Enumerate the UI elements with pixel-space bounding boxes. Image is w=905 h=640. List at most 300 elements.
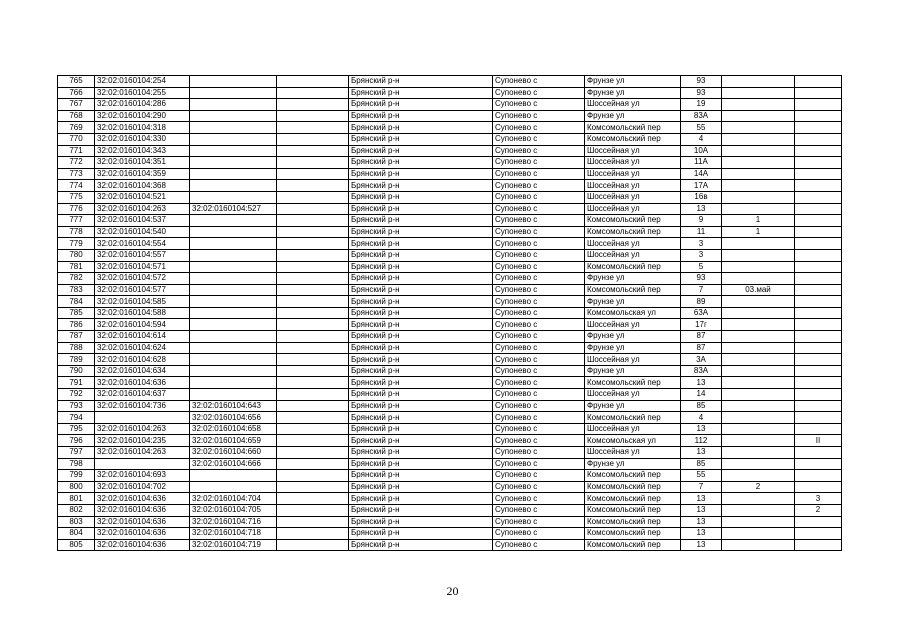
table-row xyxy=(58,307,842,319)
house-number: 13 xyxy=(681,493,722,505)
street: Комсомольский пер xyxy=(585,516,681,528)
building-number: 03.май xyxy=(722,284,795,296)
table-row xyxy=(58,157,842,169)
flat-number xyxy=(795,447,842,459)
district: Брянский р-н xyxy=(349,191,493,203)
flat-number xyxy=(795,400,842,412)
flat-number xyxy=(795,412,842,424)
linked-cadastral-number xyxy=(190,319,277,331)
linked-cadastral-number xyxy=(190,168,277,180)
cadastral-number: 32:02:0160104:537 xyxy=(95,215,190,227)
linked-cadastral-number xyxy=(190,110,277,122)
district: Брянский р-н xyxy=(349,435,493,447)
row-number: 786 xyxy=(58,319,95,331)
settlement: Супонево с xyxy=(493,423,585,435)
row-number: 773 xyxy=(58,168,95,180)
district: Брянский р-н xyxy=(349,307,493,319)
street: Комсомольский пер xyxy=(585,226,681,238)
cadastral-number: 32:02:0160104:594 xyxy=(95,319,190,331)
row-number: 793 xyxy=(58,400,95,412)
table-row xyxy=(58,203,842,215)
linked-cadastral-number xyxy=(190,215,277,227)
settlement: Супонево с xyxy=(493,249,585,261)
blank-cell xyxy=(277,493,349,505)
building-number xyxy=(722,110,795,122)
street: Фрунзе ул xyxy=(585,87,681,99)
cadastral-number: 32:02:0160104:255 xyxy=(95,87,190,99)
blank-cell xyxy=(277,215,349,227)
house-number: 13 xyxy=(681,377,722,389)
blank-cell xyxy=(277,99,349,111)
house-number: 13 xyxy=(681,447,722,459)
building-number xyxy=(722,412,795,424)
blank-cell xyxy=(277,516,349,528)
settlement: Супонево с xyxy=(493,273,585,285)
linked-cadastral-number: 32:02:0160104:659 xyxy=(190,435,277,447)
house-number: 11А xyxy=(681,157,722,169)
table-row xyxy=(58,365,842,377)
settlement: Супонево с xyxy=(493,203,585,215)
flat-number xyxy=(795,238,842,250)
cadastral-number: 32:02:0160104:571 xyxy=(95,261,190,273)
building-number xyxy=(722,296,795,308)
flat-number xyxy=(795,261,842,273)
cadastral-number: 32:02:0160104:572 xyxy=(95,273,190,285)
district: Брянский р-н xyxy=(349,516,493,528)
house-number: 16в xyxy=(681,191,722,203)
flat-number xyxy=(795,157,842,169)
linked-cadastral-number xyxy=(190,377,277,389)
settlement: Супонево с xyxy=(493,493,585,505)
building-number xyxy=(722,99,795,111)
table-row xyxy=(58,180,842,192)
linked-cadastral-number xyxy=(190,354,277,366)
linked-cadastral-number: 32:02:0160104:658 xyxy=(190,423,277,435)
district: Брянский р-н xyxy=(349,412,493,424)
district: Брянский р-н xyxy=(349,528,493,540)
building-number xyxy=(722,504,795,516)
house-number: 4 xyxy=(681,412,722,424)
building-number xyxy=(722,528,795,540)
district: Брянский р-н xyxy=(349,168,493,180)
flat-number xyxy=(795,342,842,354)
street: Шоссейная ул xyxy=(585,99,681,111)
blank-cell xyxy=(277,296,349,308)
row-number: 797 xyxy=(58,447,95,459)
row-number: 792 xyxy=(58,389,95,401)
blank-cell xyxy=(277,539,349,551)
row-number: 804 xyxy=(58,528,95,540)
district: Брянский р-н xyxy=(349,261,493,273)
cadastral-number: 32:02:0160104:286 xyxy=(95,99,190,111)
building-number xyxy=(722,203,795,215)
building-number xyxy=(722,365,795,377)
cadastral-number: 32:02:0160104:521 xyxy=(95,191,190,203)
linked-cadastral-number: 32:02:0160104:716 xyxy=(190,516,277,528)
blank-cell xyxy=(277,157,349,169)
row-number: 798 xyxy=(58,458,95,470)
blank-cell xyxy=(277,191,349,203)
flat-number: II xyxy=(795,435,842,447)
street: Шоссейная ул xyxy=(585,389,681,401)
settlement: Супонево с xyxy=(493,447,585,459)
building-number xyxy=(722,539,795,551)
cadastral-number: 32:02:0160104:577 xyxy=(95,284,190,296)
house-number: 3 xyxy=(681,249,722,261)
settlement: Супонево с xyxy=(493,458,585,470)
street: Шоссейная ул xyxy=(585,180,681,192)
cadastral-number: 32:02:0160104:368 xyxy=(95,180,190,192)
house-number: 13 xyxy=(681,539,722,551)
blank-cell xyxy=(277,273,349,285)
street: Комсомольский пер xyxy=(585,539,681,551)
building-number xyxy=(722,516,795,528)
building-number xyxy=(722,145,795,157)
district: Брянский р-н xyxy=(349,133,493,145)
blank-cell xyxy=(277,180,349,192)
house-number: 83А xyxy=(681,365,722,377)
street: Фрунзе ул xyxy=(585,331,681,343)
flat-number xyxy=(795,458,842,470)
house-number: 13 xyxy=(681,423,722,435)
building-number xyxy=(722,122,795,134)
table-row xyxy=(58,516,842,528)
district: Брянский р-н xyxy=(349,539,493,551)
table-row xyxy=(58,481,842,493)
building-number: 1 xyxy=(722,226,795,238)
street: Фрунзе ул xyxy=(585,110,681,122)
building-number xyxy=(722,435,795,447)
house-number: 7 xyxy=(681,284,722,296)
linked-cadastral-number xyxy=(190,261,277,273)
building-number xyxy=(722,423,795,435)
linked-cadastral-number xyxy=(190,481,277,493)
cadastral-number xyxy=(95,412,190,424)
linked-cadastral-number: 32:02:0160104:705 xyxy=(190,504,277,516)
house-number: 7 xyxy=(681,481,722,493)
flat-number xyxy=(795,122,842,134)
settlement: Супонево с xyxy=(493,400,585,412)
street: Комсомольская ул xyxy=(585,307,681,319)
table-row xyxy=(58,539,842,551)
blank-cell xyxy=(277,389,349,401)
building-number xyxy=(722,273,795,285)
street: Шоссейная ул xyxy=(585,238,681,250)
flat-number xyxy=(795,296,842,308)
row-number: 779 xyxy=(58,238,95,250)
cadastral-number: 32:02:0160104:614 xyxy=(95,331,190,343)
street: Комсомольский пер xyxy=(585,261,681,273)
linked-cadastral-number xyxy=(190,87,277,99)
blank-cell xyxy=(277,412,349,424)
table-row xyxy=(58,354,842,366)
flat-number xyxy=(795,273,842,285)
district: Брянский р-н xyxy=(349,481,493,493)
street: Фрунзе ул xyxy=(585,458,681,470)
house-number: 14 xyxy=(681,389,722,401)
flat-number xyxy=(795,215,842,227)
house-number: 13 xyxy=(681,528,722,540)
flat-number xyxy=(795,319,842,331)
district: Брянский р-н xyxy=(349,365,493,377)
table-row xyxy=(58,412,842,424)
table-row xyxy=(58,122,842,134)
house-number: 55 xyxy=(681,470,722,482)
row-number: 787 xyxy=(58,331,95,343)
flat-number: 3 xyxy=(795,493,842,505)
district: Брянский р-н xyxy=(349,458,493,470)
cadastral-number: 32:02:0160104:557 xyxy=(95,249,190,261)
blank-cell xyxy=(277,423,349,435)
street: Комсомольский пер xyxy=(585,528,681,540)
district: Брянский р-н xyxy=(349,226,493,238)
building-number xyxy=(722,458,795,470)
settlement: Супонево с xyxy=(493,481,585,493)
house-number: 85 xyxy=(681,400,722,412)
row-number: 778 xyxy=(58,226,95,238)
linked-cadastral-number xyxy=(190,365,277,377)
settlement: Супонево с xyxy=(493,504,585,516)
settlement: Супонево с xyxy=(493,296,585,308)
cadastral-number: 32:02:0160104:254 xyxy=(95,76,190,88)
street: Комсомольский пер xyxy=(585,504,681,516)
settlement: Супонево с xyxy=(493,365,585,377)
row-number: 794 xyxy=(58,412,95,424)
cadastral-number: 32:02:0160104:343 xyxy=(95,145,190,157)
street: Комсомольский пер xyxy=(585,493,681,505)
flat-number xyxy=(795,168,842,180)
cadastral-number: 32:02:0160104:554 xyxy=(95,238,190,250)
district: Брянский р-н xyxy=(349,400,493,412)
linked-cadastral-number xyxy=(190,191,277,203)
blank-cell xyxy=(277,470,349,482)
house-number: 63А xyxy=(681,307,722,319)
table-row xyxy=(58,238,842,250)
blank-cell xyxy=(277,76,349,88)
linked-cadastral-number xyxy=(190,284,277,296)
street: Фрунзе ул xyxy=(585,76,681,88)
street: Комсомольский пер xyxy=(585,122,681,134)
table-row xyxy=(58,99,842,111)
table-row xyxy=(58,400,842,412)
row-number: 769 xyxy=(58,122,95,134)
settlement: Супонево с xyxy=(493,331,585,343)
settlement: Супонево с xyxy=(493,342,585,354)
table-row xyxy=(58,423,842,435)
row-number: 800 xyxy=(58,481,95,493)
flat-number xyxy=(795,331,842,343)
building-number xyxy=(722,87,795,99)
cadastral-number: 32:02:0160104:628 xyxy=(95,354,190,366)
settlement: Супонево с xyxy=(493,122,585,134)
street: Шоссейная ул xyxy=(585,423,681,435)
flat-number xyxy=(795,365,842,377)
house-number: 10А xyxy=(681,145,722,157)
blank-cell xyxy=(277,528,349,540)
district: Брянский р-н xyxy=(349,273,493,285)
row-number: 772 xyxy=(58,157,95,169)
district: Брянский р-н xyxy=(349,238,493,250)
building-number xyxy=(722,493,795,505)
street: Шоссейная ул xyxy=(585,354,681,366)
table-row xyxy=(58,133,842,145)
settlement: Супонево с xyxy=(493,238,585,250)
flat-number: 2 xyxy=(795,504,842,516)
district: Брянский р-н xyxy=(349,99,493,111)
street: Фрунзе ул xyxy=(585,365,681,377)
house-number: 83А xyxy=(681,110,722,122)
district: Брянский р-н xyxy=(349,249,493,261)
blank-cell xyxy=(277,122,349,134)
blank-cell xyxy=(277,168,349,180)
table-row xyxy=(58,470,842,482)
blank-cell xyxy=(277,238,349,250)
cadastral-number: 32:02:0160104:636 xyxy=(95,516,190,528)
district: Брянский р-н xyxy=(349,354,493,366)
cadastral-number: 32:02:0160104:540 xyxy=(95,226,190,238)
building-number xyxy=(722,354,795,366)
cadastral-number: 32:02:0160104:290 xyxy=(95,110,190,122)
flat-number xyxy=(795,110,842,122)
district: Брянский р-н xyxy=(349,87,493,99)
flat-number xyxy=(795,180,842,192)
linked-cadastral-number xyxy=(190,296,277,308)
page-number: 20 xyxy=(446,584,459,598)
house-number: 3 xyxy=(681,238,722,250)
house-number: 87 xyxy=(681,342,722,354)
settlement: Супонево с xyxy=(493,145,585,157)
district: Брянский р-н xyxy=(349,76,493,88)
cadastral-number: 32:02:0160104:235 xyxy=(95,435,190,447)
blank-cell xyxy=(277,307,349,319)
row-number: 789 xyxy=(58,354,95,366)
house-number: 13 xyxy=(681,504,722,516)
cadastral-number: 32:02:0160104:330 xyxy=(95,133,190,145)
street: Шоссейная ул xyxy=(585,203,681,215)
building-number xyxy=(722,319,795,331)
linked-cadastral-number xyxy=(190,389,277,401)
row-number: 776 xyxy=(58,203,95,215)
building-number: 2 xyxy=(722,481,795,493)
district: Брянский р-н xyxy=(349,423,493,435)
row-number: 765 xyxy=(58,76,95,88)
linked-cadastral-number xyxy=(190,470,277,482)
row-number: 783 xyxy=(58,284,95,296)
blank-cell xyxy=(277,481,349,493)
settlement: Супонево с xyxy=(493,354,585,366)
row-number: 777 xyxy=(58,215,95,227)
cadastral-number: 32:02:0160104:318 xyxy=(95,122,190,134)
settlement: Супонево с xyxy=(493,215,585,227)
street: Шоссейная ул xyxy=(585,249,681,261)
linked-cadastral-number xyxy=(190,226,277,238)
street: Фрунзе ул xyxy=(585,400,681,412)
table-row xyxy=(58,389,842,401)
table-row xyxy=(58,76,842,88)
street: Шоссейная ул xyxy=(585,191,681,203)
flat-number xyxy=(795,516,842,528)
cadastral-number: 32:02:0160104:636 xyxy=(95,539,190,551)
building-number xyxy=(722,168,795,180)
building-number xyxy=(722,157,795,169)
district: Брянский р-н xyxy=(349,319,493,331)
flat-number xyxy=(795,423,842,435)
street: Фрунзе ул xyxy=(585,342,681,354)
district: Брянский р-н xyxy=(349,157,493,169)
flat-number xyxy=(795,389,842,401)
building-number xyxy=(722,191,795,203)
register-table xyxy=(57,75,842,551)
row-number: 799 xyxy=(58,470,95,482)
blank-cell xyxy=(277,504,349,516)
row-number: 768 xyxy=(58,110,95,122)
house-number: 93 xyxy=(681,273,722,285)
house-number: 17г xyxy=(681,319,722,331)
flat-number xyxy=(795,307,842,319)
row-number: 803 xyxy=(58,516,95,528)
building-number xyxy=(722,249,795,261)
street: Комсомольский пер xyxy=(585,133,681,145)
flat-number xyxy=(795,249,842,261)
table-row xyxy=(58,284,842,296)
cadastral-number xyxy=(95,458,190,470)
blank-cell xyxy=(277,342,349,354)
street: Фрунзе ул xyxy=(585,296,681,308)
table-row xyxy=(58,296,842,308)
building-number: 1 xyxy=(722,215,795,227)
street: Шоссейная ул xyxy=(585,447,681,459)
linked-cadastral-number xyxy=(190,307,277,319)
cadastral-number: 32:02:0160104:588 xyxy=(95,307,190,319)
street: Комсомольский пер xyxy=(585,377,681,389)
settlement: Супонево с xyxy=(493,157,585,169)
settlement: Супонево с xyxy=(493,528,585,540)
street: Комсомольский пер xyxy=(585,412,681,424)
row-number: 781 xyxy=(58,261,95,273)
building-number xyxy=(722,180,795,192)
linked-cadastral-number xyxy=(190,157,277,169)
house-number: 4 xyxy=(681,133,722,145)
cadastral-number: 32:02:0160104:637 xyxy=(95,389,190,401)
table-row xyxy=(58,458,842,470)
settlement: Супонево с xyxy=(493,307,585,319)
blank-cell xyxy=(277,447,349,459)
table-row xyxy=(58,273,842,285)
house-number: 9 xyxy=(681,215,722,227)
blank-cell xyxy=(277,377,349,389)
settlement: Супонево с xyxy=(493,76,585,88)
settlement: Супонево с xyxy=(493,226,585,238)
building-number xyxy=(722,400,795,412)
flat-number xyxy=(795,145,842,157)
table-row xyxy=(58,447,842,459)
cadastral-number: 32:02:0160104:624 xyxy=(95,342,190,354)
settlement: Супонево с xyxy=(493,516,585,528)
linked-cadastral-number xyxy=(190,145,277,157)
district: Брянский р-н xyxy=(349,447,493,459)
row-number: 790 xyxy=(58,365,95,377)
building-number xyxy=(722,447,795,459)
table-row xyxy=(58,87,842,99)
settlement: Супонево с xyxy=(493,470,585,482)
street: Комсомольский пер xyxy=(585,470,681,482)
linked-cadastral-number: 32:02:0160104:704 xyxy=(190,493,277,505)
district: Брянский р-н xyxy=(349,296,493,308)
cadastral-number: 32:02:0160104:263 xyxy=(95,423,190,435)
settlement: Супонево с xyxy=(493,261,585,273)
flat-number xyxy=(795,226,842,238)
cadastral-number: 32:02:0160104:693 xyxy=(95,470,190,482)
